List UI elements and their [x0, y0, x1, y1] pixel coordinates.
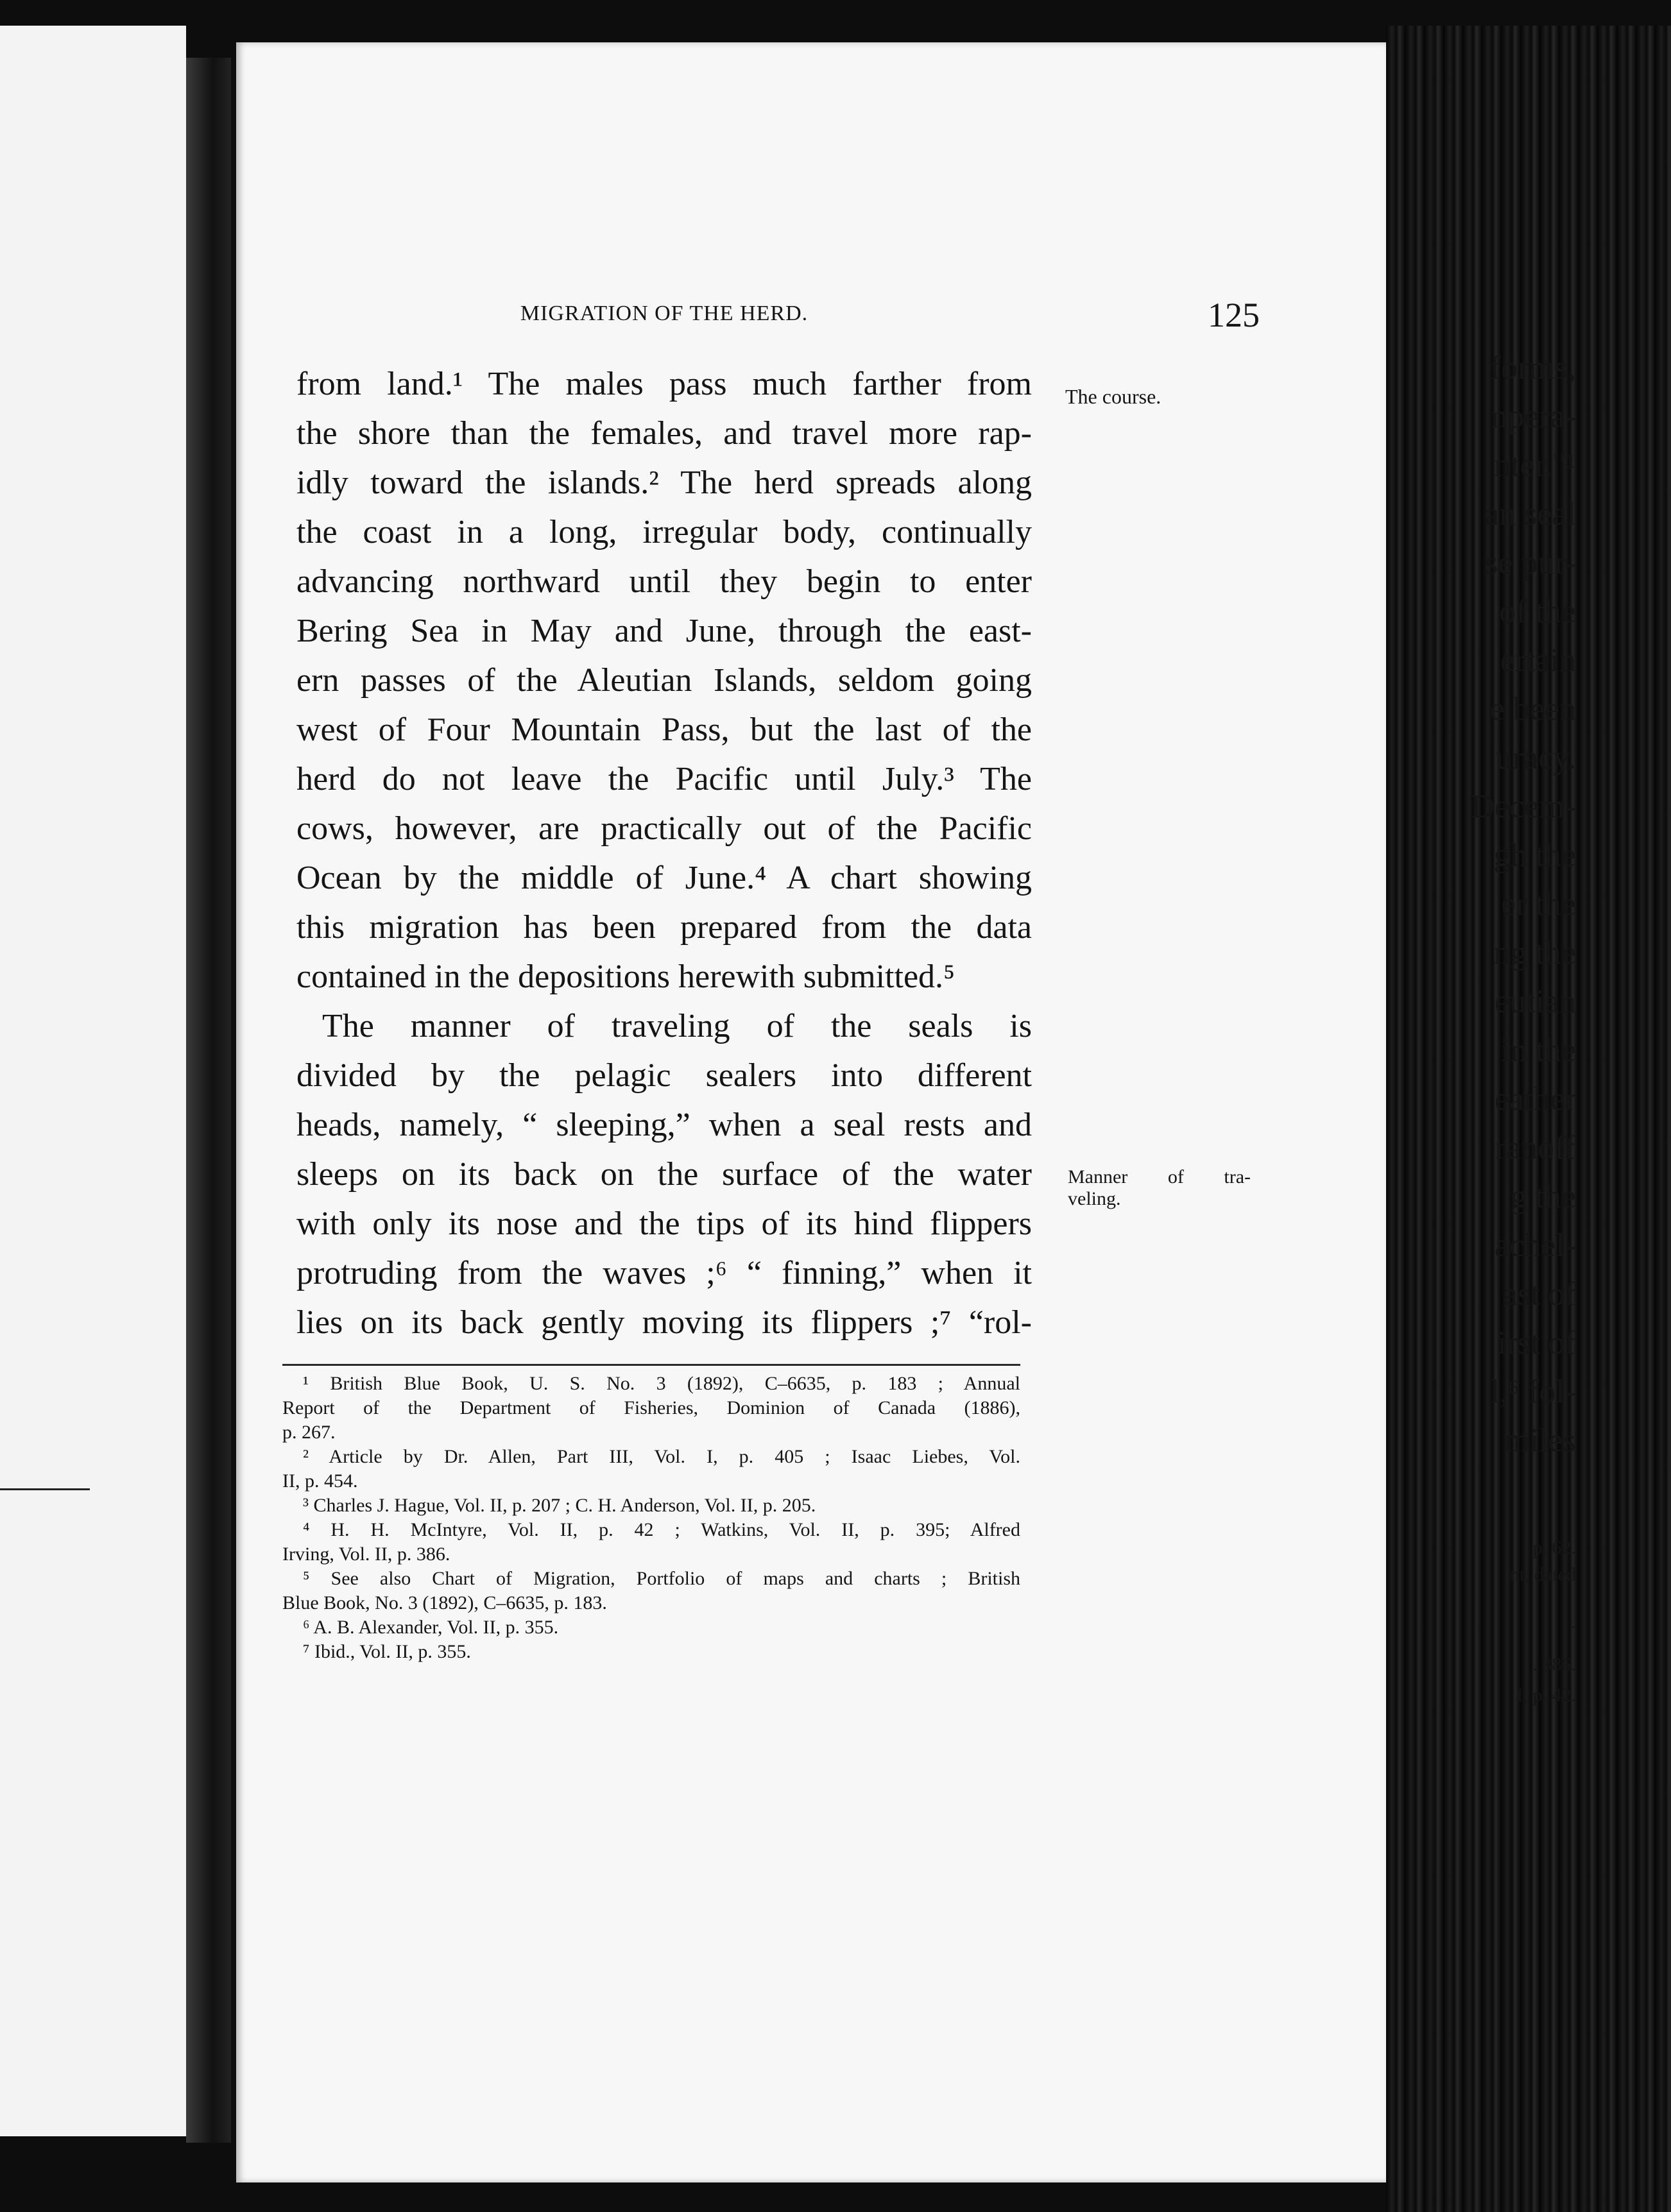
footnote-line: ⁶ A. B. Alexander, Vol. II, p. 355. — [303, 1617, 559, 1638]
left-note: I, p. 42. — [1516, 1685, 1576, 1706]
text-line: west of Four Mountain Pass, but the last of the — [296, 711, 1032, 748]
footnote-line: II, p. 454. — [282, 1470, 358, 1492]
left-note: . 386. — [1532, 1654, 1576, 1675]
running-head: MIGRATION OF THE HERD. — [520, 302, 809, 325]
previous-page-fragment — [0, 26, 186, 2136]
left-line: nter."¹ — [1494, 447, 1576, 484]
left-note: . — [1571, 1612, 1576, 1633]
left-line: in the — [1501, 1032, 1576, 1069]
left-footnote-rule — [0, 1488, 90, 1490]
left-note: nt, dated — [1509, 1564, 1576, 1585]
left-note: p. 62. — [1532, 1537, 1576, 1558]
left-line: e been — [1489, 691, 1576, 727]
left-line: l,⁶ fol- — [1490, 1374, 1576, 1410]
marginal-note-line: Manner of tra- — [1068, 1166, 1251, 1187]
text-line: cows, however, are practically out of the Pacific — [296, 810, 1032, 847]
left-line: npera- — [1491, 398, 1576, 435]
left-line: g the — [1510, 1178, 1576, 1215]
text-line: Ocean by the middle of June.⁴ A chart showing — [296, 860, 1032, 896]
left-line: an seal — [1484, 496, 1576, 532]
footnote-line: Report of the Department of Fisheries, Dominion of Canada (1886), — [282, 1397, 1020, 1418]
marginal-note-manner — [1068, 1166, 1251, 1210]
footnote-rule — [282, 1364, 1020, 1366]
footnote-line: p. 267. — [282, 1422, 336, 1443]
text-line: from land.¹ The males pass much farther from — [296, 366, 1032, 402]
left-line: uracy. — [1495, 740, 1576, 776]
marginal-note-line: veling. — [1068, 1188, 1121, 1209]
left-line: ertain — [1500, 642, 1576, 679]
left-line: ng the — [1493, 935, 1576, 971]
left-line: se pur- — [1485, 545, 1576, 581]
left-line: gh the — [1493, 837, 1576, 874]
left-line: eather — [1494, 1081, 1576, 1118]
left-line: Decem- — [1470, 788, 1576, 825]
footnote-line: ³ Charles J. Hague, Vol. II, p. 207 ; C. H. Anderson, Vol. II, p. 205. — [303, 1495, 816, 1516]
text-line: sleeps on its back on the surface of the water — [296, 1156, 1032, 1193]
text-line: with only its nose and the tips of its hind flippers — [296, 1205, 1032, 1242]
text-line: Bering Sea in May and June, through the east- — [296, 613, 1032, 649]
text-line: contained in the depositions herewith submitted.⁵ — [296, 958, 955, 995]
text-line: protruding from the waves ;⁶ “ finning,” when it — [296, 1255, 1032, 1291]
footnotes — [282, 1372, 1020, 1664]
text-line: lies on its back gently moving its flippers ;⁷ “rol- — [296, 1304, 1032, 1341]
text-line: divided by the pelagic sealers into different — [296, 1057, 1032, 1094]
text-line: heads, namely, “ sleeping,” when a seal rests and — [296, 1107, 1032, 1143]
left-line: achel- — [1494, 1227, 1576, 1264]
left-line: forms, — [1489, 350, 1576, 386]
marginal-note-course: The course. — [1065, 385, 1161, 408]
left-line: ranoff — [1495, 1130, 1576, 1166]
left-line: er the — [1501, 886, 1576, 923]
footnote-line: ² Article by Dr. Allen, Part III, Vol. I, p. 405 ; Isaac Liebes, Vol. — [303, 1446, 1020, 1467]
text-line: idly toward the islands.² The herd spreads along — [296, 464, 1032, 501]
footnote-line: ⁵ See also Chart of Migration, Portfolio of maps and charts ; British — [303, 1568, 1020, 1589]
text-line: ern passes of the Aleutian Islands, seldom going — [296, 662, 1032, 699]
text-line: the coast in a long, irregular body, continually — [296, 514, 1032, 550]
text-line: this migration has been prepared from the data — [296, 909, 1032, 946]
book-gutter — [186, 58, 231, 2143]
left-line: of the — [1499, 593, 1576, 630]
text-line: The manner of traveling of the seals is — [322, 1008, 1032, 1044]
left-line: irst of — [1497, 1325, 1576, 1361]
footnote-line: ⁷ Ibid., Vol. II, p. 355. — [303, 1641, 471, 1662]
text-line: herd do not leave the Pacific until July.³ The — [296, 761, 1032, 797]
left-line: ast of — [1502, 1276, 1576, 1313]
left-line: miles — [1504, 1422, 1576, 1459]
footnote-line: ¹ British Blue Book, U. S. No. 3 (1892), C–6635, p. 183 ; Annual — [303, 1373, 1020, 1394]
footnote-line: ⁴ H. H. McIntyre, Vol. II, p. 42 ; Watkins, Vol. II, p. 395; Alfred — [303, 1519, 1020, 1540]
text-line: the shore than the females, and travel more rap- — [296, 415, 1032, 452]
footnote-line: Blue Book, No. 3 (1892), C–6635, p. 183. — [282, 1592, 607, 1613]
left-line: eutian — [1494, 983, 1576, 1020]
page-number: 125 — [1208, 296, 1260, 334]
body-text — [296, 359, 1032, 1347]
text-line: advancing northward until they begin to enter — [296, 563, 1032, 600]
footnote-line: Irving, Vol. II, p. 386. — [282, 1544, 450, 1565]
